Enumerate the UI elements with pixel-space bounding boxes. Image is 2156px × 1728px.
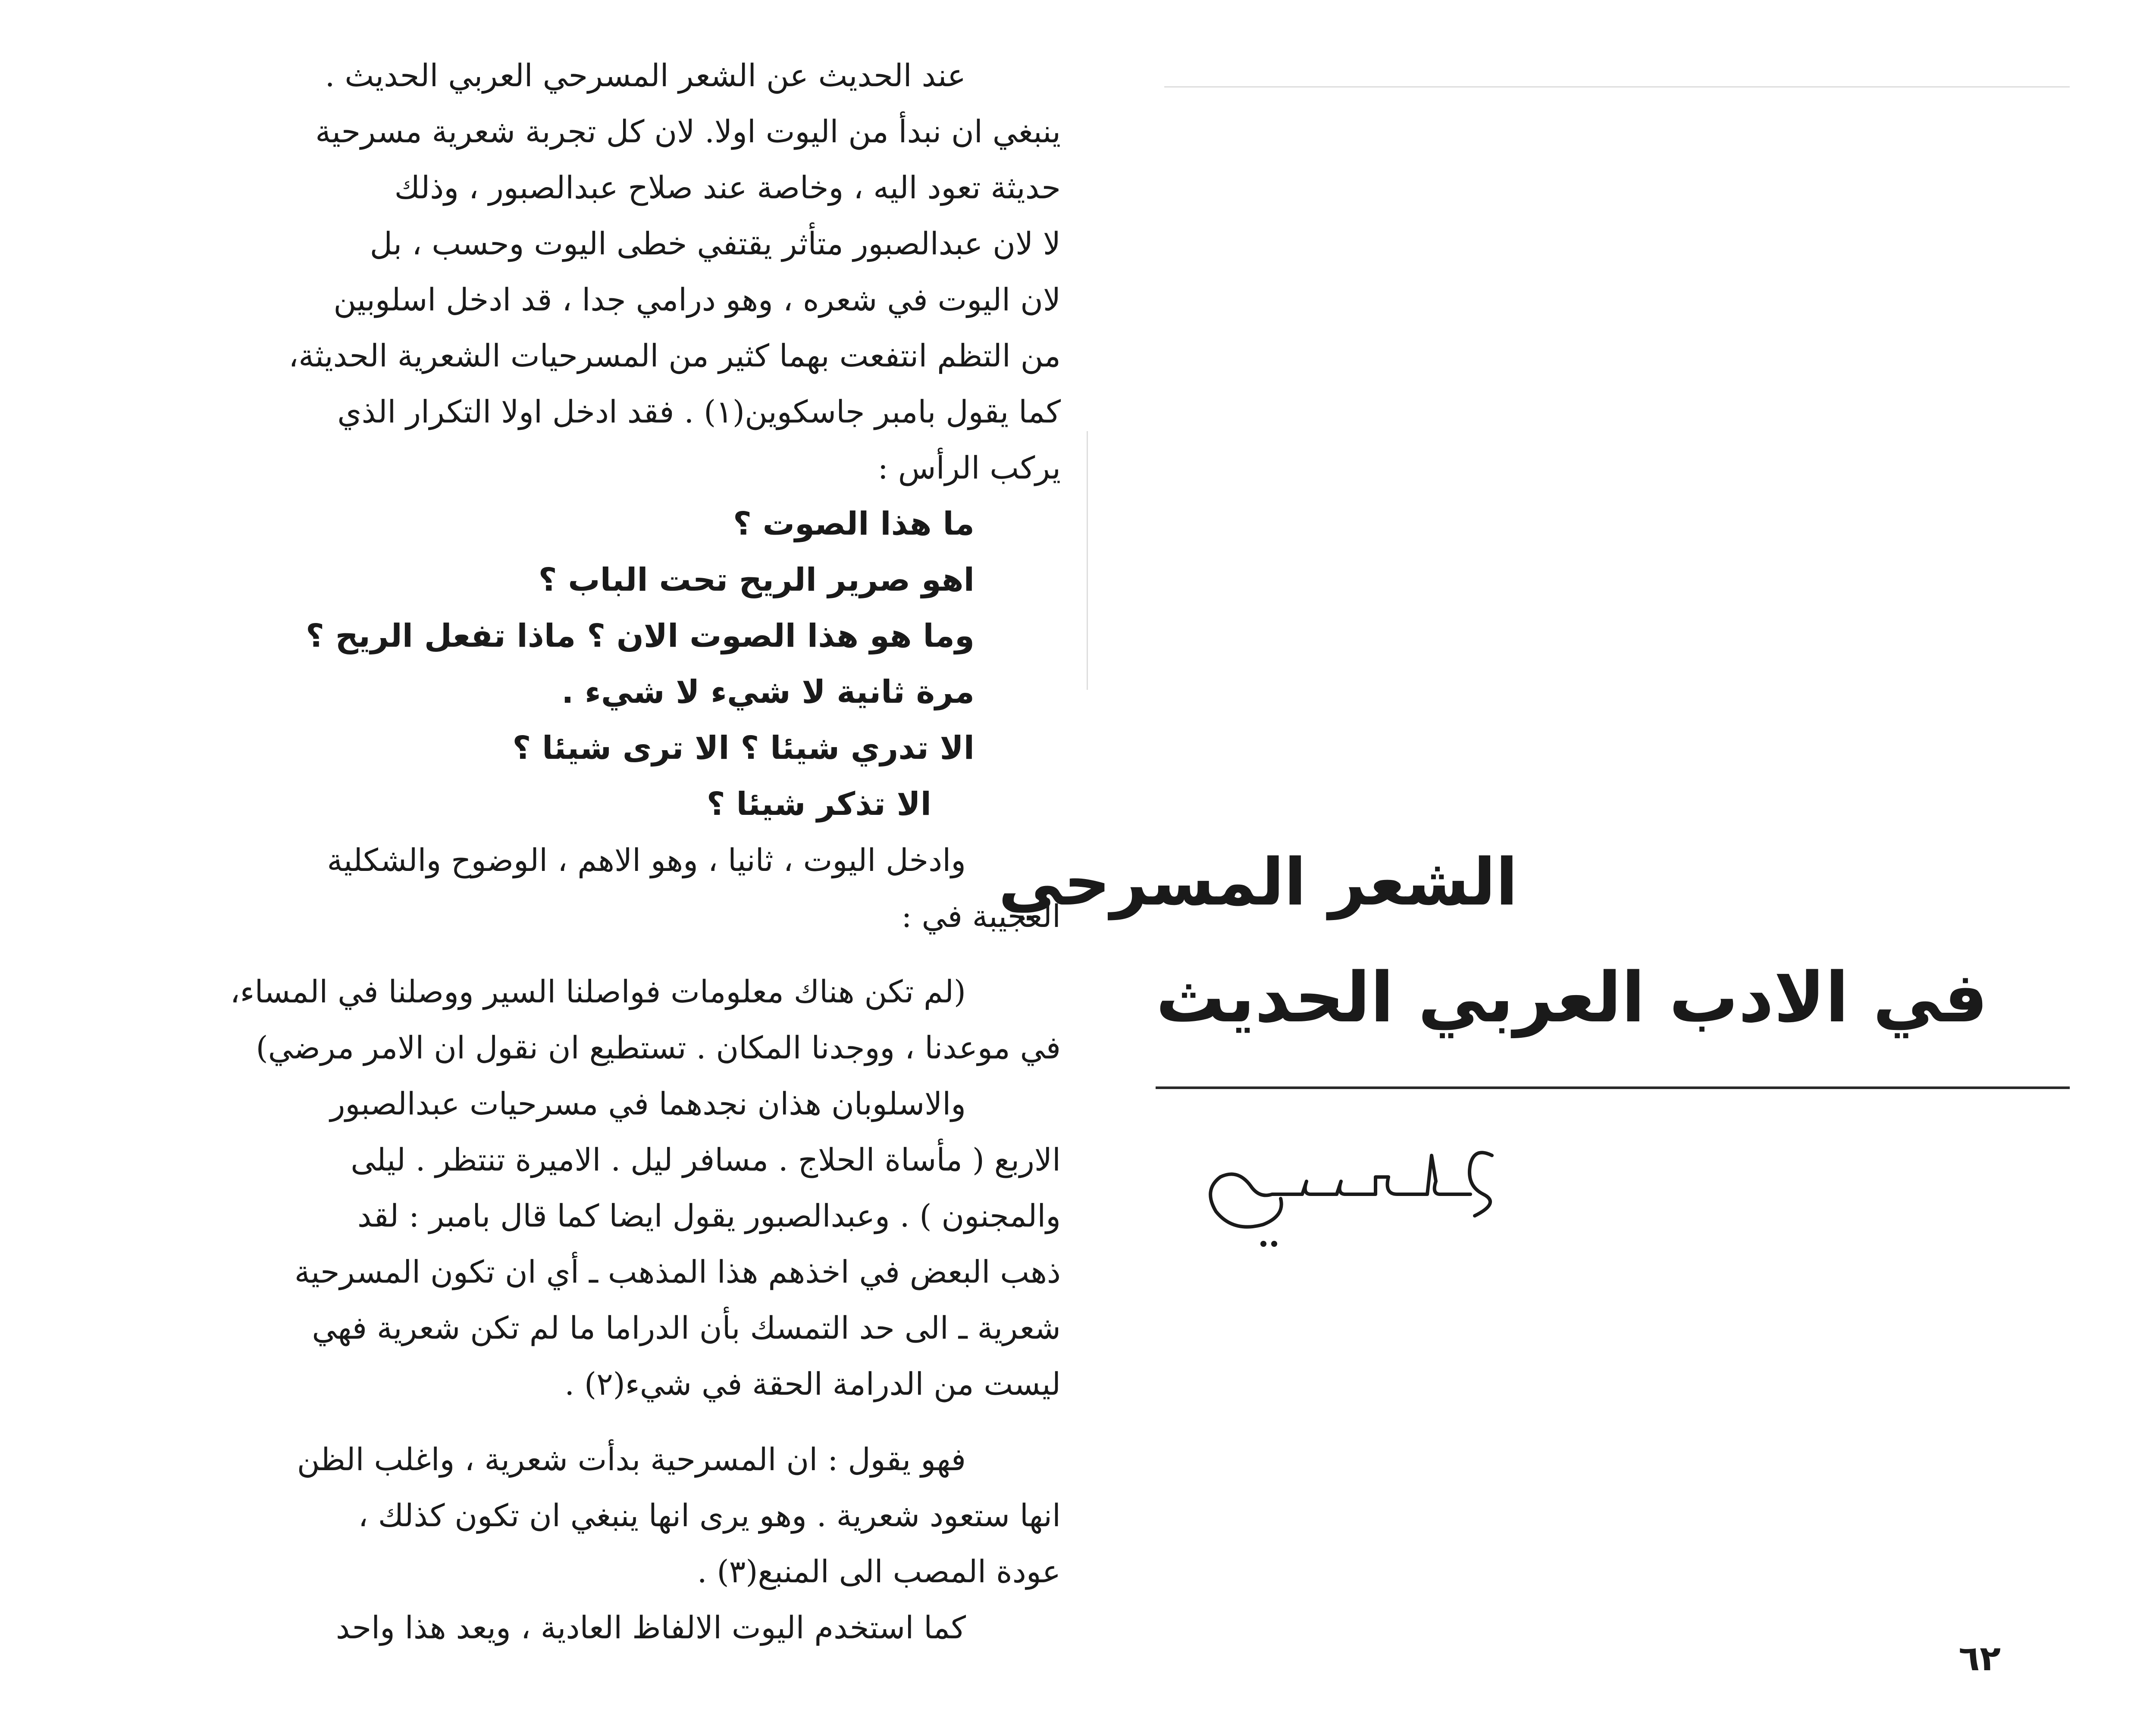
article-text bbox=[99, 47, 1061, 1656]
text-line: انها ستعود شعرية . وهو يرى انها ينبغي ان تكون كذلك ، bbox=[358, 1497, 1061, 1534]
text-line: يركب الرأس : bbox=[877, 450, 1061, 486]
quotation-paragraph bbox=[99, 964, 1061, 1076]
text-line: كما يقول بامبر جاسكوين(١) . فقد ادخل اولا التكرار الذي bbox=[337, 394, 1061, 430]
text-line: الاربع ( مأساة الحلاج . مسافر ليل . الاميرة تنتظر . ليلى bbox=[351, 1142, 1061, 1178]
text-line: عند الحديث عن الشعر المسرحي العربي الحديث . bbox=[325, 57, 966, 94]
text-line: ذهب البعض في اخذهم هذا المذهب ـ أي ان تكون المسرحية bbox=[294, 1254, 1061, 1290]
text-line: لان اليوت في شعره ، وهو درامي جدا ، قد ادخل اسلوبين bbox=[333, 282, 1061, 318]
text-line: لا لان عبدالصبور متأثر يقتفي خطى اليوت وحسب ، بل bbox=[370, 225, 1061, 262]
intro-paragraph bbox=[99, 47, 1061, 496]
text-line: والمجنون ) . وعبدالصبور يقول ايضا كما قال بامبر : لقد bbox=[357, 1198, 1061, 1234]
after-verse-paragraph bbox=[99, 832, 1061, 944]
top-edge-line bbox=[1164, 86, 2070, 88]
column-divider bbox=[1087, 431, 1088, 690]
text-line: عودة المصب الى المنبع(٣) . bbox=[697, 1553, 1061, 1590]
verse-line: وما هو هذا الصوت الان ؟ ماذا تفعل الريح ؟ bbox=[305, 617, 975, 654]
text-line: العجيبة في : bbox=[901, 898, 1061, 934]
verse-line: اهو صرير الريح تحت الباب ؟ bbox=[538, 561, 975, 598]
verse-line: مرة ثانية لا شيء لا شيء . bbox=[561, 673, 975, 711]
verse-line: الا تذكر شيئا ؟ bbox=[706, 786, 931, 823]
text-line: شعرية ـ الى حد التمسك بأن الدراما ما لم تكن شعرية فهي bbox=[312, 1310, 1061, 1346]
final-paragraph-2 bbox=[99, 1600, 1061, 1656]
text-line: (لم تكن هناك معلومات فواصلنا السير ووصلنا في المساء، bbox=[230, 974, 966, 1010]
title-line-1: الشعر المسرحي bbox=[998, 845, 1518, 920]
body-paragraph bbox=[99, 1076, 1061, 1412]
verse-line: ما هذا الصوت ؟ bbox=[733, 505, 975, 542]
text-line: ليست من الدرامة الحقة في شيء(٢) . bbox=[564, 1366, 1061, 1402]
signature-drawing bbox=[1173, 1130, 1518, 1259]
text-line: ينبغي ان نبدأ من اليوت اولا. لان كل تجربة شعرية مسرحية bbox=[315, 113, 1061, 150]
page-number: ٦٢ bbox=[1959, 1638, 2001, 1678]
author-signature bbox=[1173, 1130, 1518, 1259]
text-line: فهو يقول : ان المسرحية بدأت شعرية ، واغلب الظن bbox=[297, 1441, 966, 1478]
text-line: في موعدنا ، ووجدنا المكان . تستطيع ان نقول ان الامر مرضي) bbox=[256, 1030, 1061, 1066]
title-rule bbox=[1156, 1086, 2070, 1089]
title-line-2: في الادب العربي الحديث bbox=[1156, 957, 1988, 1038]
final-paragraph-1 bbox=[99, 1431, 1061, 1600]
verse-quotation bbox=[99, 496, 1061, 832]
text-line: من التظم انتفعت بهما كثير من المسرحيات الشعرية الحديثة، bbox=[288, 338, 1061, 374]
text-line: حديثة تعود اليه ، وخاصة عند صلاح عبدالصبور ، وذلك bbox=[394, 169, 1061, 206]
text-line: والاسلوبان هذان نجدهما في مسرحيات عبدالصبور bbox=[330, 1086, 966, 1122]
text-line: وادخل اليوت ، ثانيا ، وهو الاهم ، الوضوح والشكلية bbox=[327, 842, 966, 878]
text-line: كما استخدم اليوت الالفاظ العادية ، ويعد هذا واحد bbox=[335, 1609, 966, 1646]
verse-line: الا تدري شيئا ؟ الا ترى شيئا ؟ bbox=[512, 729, 975, 767]
